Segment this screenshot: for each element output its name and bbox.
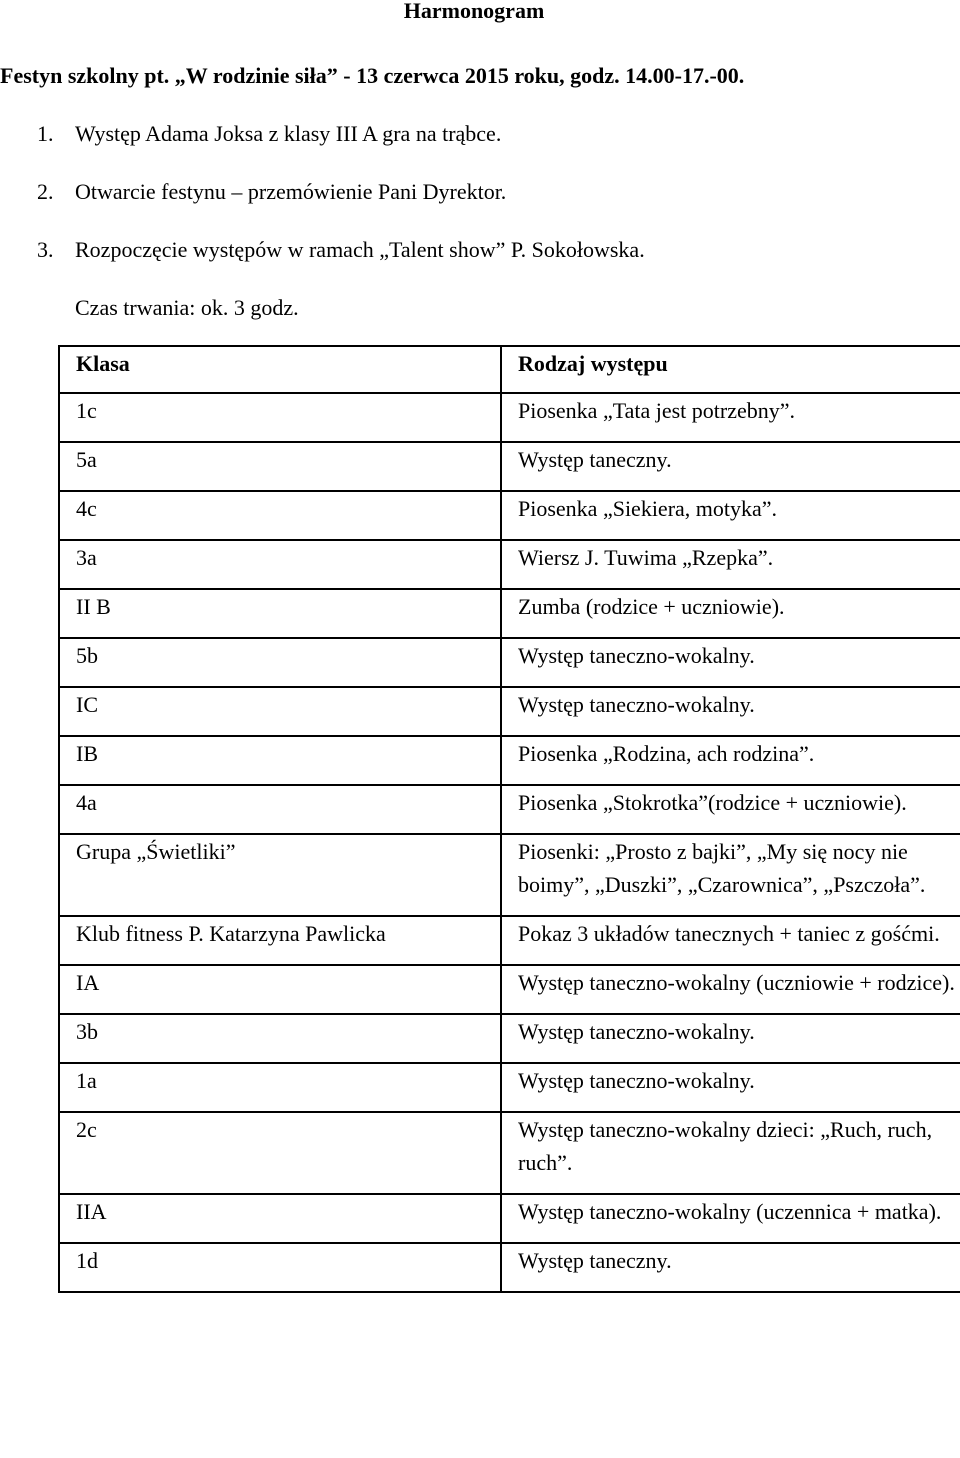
column-header-class: Klasa: [59, 346, 501, 393]
performance-cell: Występ taneczno-wokalny.: [501, 1014, 960, 1063]
performance-cell: Występ taneczno-wokalny (uczniowie + rodzice).: [501, 965, 960, 1014]
table-row: [59, 1014, 960, 1063]
performance-cell: Występ taneczny.: [501, 1243, 960, 1292]
class-cell: IA: [59, 965, 501, 1014]
class-cell: 4a: [59, 785, 501, 834]
table-row: [59, 687, 960, 736]
class-cell: II B: [59, 589, 501, 638]
class-cell: 1c: [59, 393, 501, 442]
class-cell: 2c: [59, 1112, 501, 1194]
class-cell: 5b: [59, 638, 501, 687]
table-row: [59, 1112, 960, 1194]
class-cell: 3a: [59, 540, 501, 589]
table-row: [59, 1063, 960, 1112]
performance-cell: Występ taneczno-wokalny.: [501, 687, 960, 736]
performance-cell: Zumba (rodzice + uczniowie).: [501, 589, 960, 638]
table-row: [59, 785, 960, 834]
performance-cell: Występ taneczno-wokalny dzieci: „Ruch, ruch, ruch”.: [501, 1112, 960, 1194]
program-item-number: 3.: [37, 237, 54, 262]
program-item-number: 2.: [37, 179, 54, 204]
program-item-number: 1.: [37, 121, 54, 146]
class-cell: 3b: [59, 1014, 501, 1063]
class-cell: 5a: [59, 442, 501, 491]
class-cell: 1d: [59, 1243, 501, 1292]
table-row: [59, 638, 960, 687]
class-cell: Grupa „Świetliki”: [59, 834, 501, 916]
class-cell: IIA: [59, 1194, 501, 1243]
performance-cell: Występ taneczno-wokalny.: [501, 1063, 960, 1112]
class-cell: IC: [59, 687, 501, 736]
table-row: [59, 834, 960, 916]
program-item-text: Występ Adama Joksa z klasy III A gra na trąbce.: [75, 121, 502, 146]
page-title: Harmonogram: [403, 0, 545, 23]
performance-cell: Piosenka „Tata jest potrzebny”.: [501, 393, 960, 442]
table-row: [59, 491, 960, 540]
class-cell: 4c: [59, 491, 501, 540]
table-row: [59, 540, 960, 589]
performance-cell: Piosenki: „Prosto z bajki”, „My się nocy nie boimy”, „Duszki”, „Czarownica”, „Pszczoła”.: [501, 834, 960, 916]
program-item-text: Rozpoczęcie występów w ramach „Talent show” P. Sokołowska.: [75, 237, 645, 262]
performance-cell: Piosenka „Stokrotka”(rodzice + uczniowie).: [501, 785, 960, 834]
performance-cell: Występ taneczny.: [501, 442, 960, 491]
program-item-text: Otwarcie festynu – przemówienie Pani Dyrektor.: [75, 179, 507, 204]
table-row: [59, 965, 960, 1014]
performance-cell: Piosenka „Rodzina, ach rodzina”.: [501, 736, 960, 785]
table-row: [59, 393, 960, 442]
class-cell: Klub fitness P. Katarzyna Pawlicka: [59, 916, 501, 965]
event-heading: Festyn szkolny pt. „W rodzinie siła” - 13 czerwca 2015 roku, godz. 14.00-17.-00.: [0, 63, 745, 88]
table-header-row: [59, 346, 960, 393]
performance-cell: Piosenka „Siekiera, motyka”.: [501, 491, 960, 540]
schedule-table: [58, 345, 960, 1293]
performance-cell: Występ taneczno-wokalny (uczennica + matka).: [501, 1194, 960, 1243]
duration-text: Czas trwania: ok. 3 godz.: [75, 295, 299, 320]
class-cell: IB: [59, 736, 501, 785]
performance-cell: Występ taneczno-wokalny.: [501, 638, 960, 687]
table-row: [59, 442, 960, 491]
column-header-performance: Rodzaj występu: [501, 346, 960, 393]
table-row: [59, 1194, 960, 1243]
table-row: [59, 1243, 960, 1292]
performance-cell: Wiersz J. Tuwima „Rzepka”.: [501, 540, 960, 589]
table-row: [59, 589, 960, 638]
table-row: [59, 736, 960, 785]
table-row: [59, 916, 960, 965]
class-cell: 1a: [59, 1063, 501, 1112]
performance-cell: Pokaz 3 układów tanecznych + taniec z gośćmi.: [501, 916, 960, 965]
